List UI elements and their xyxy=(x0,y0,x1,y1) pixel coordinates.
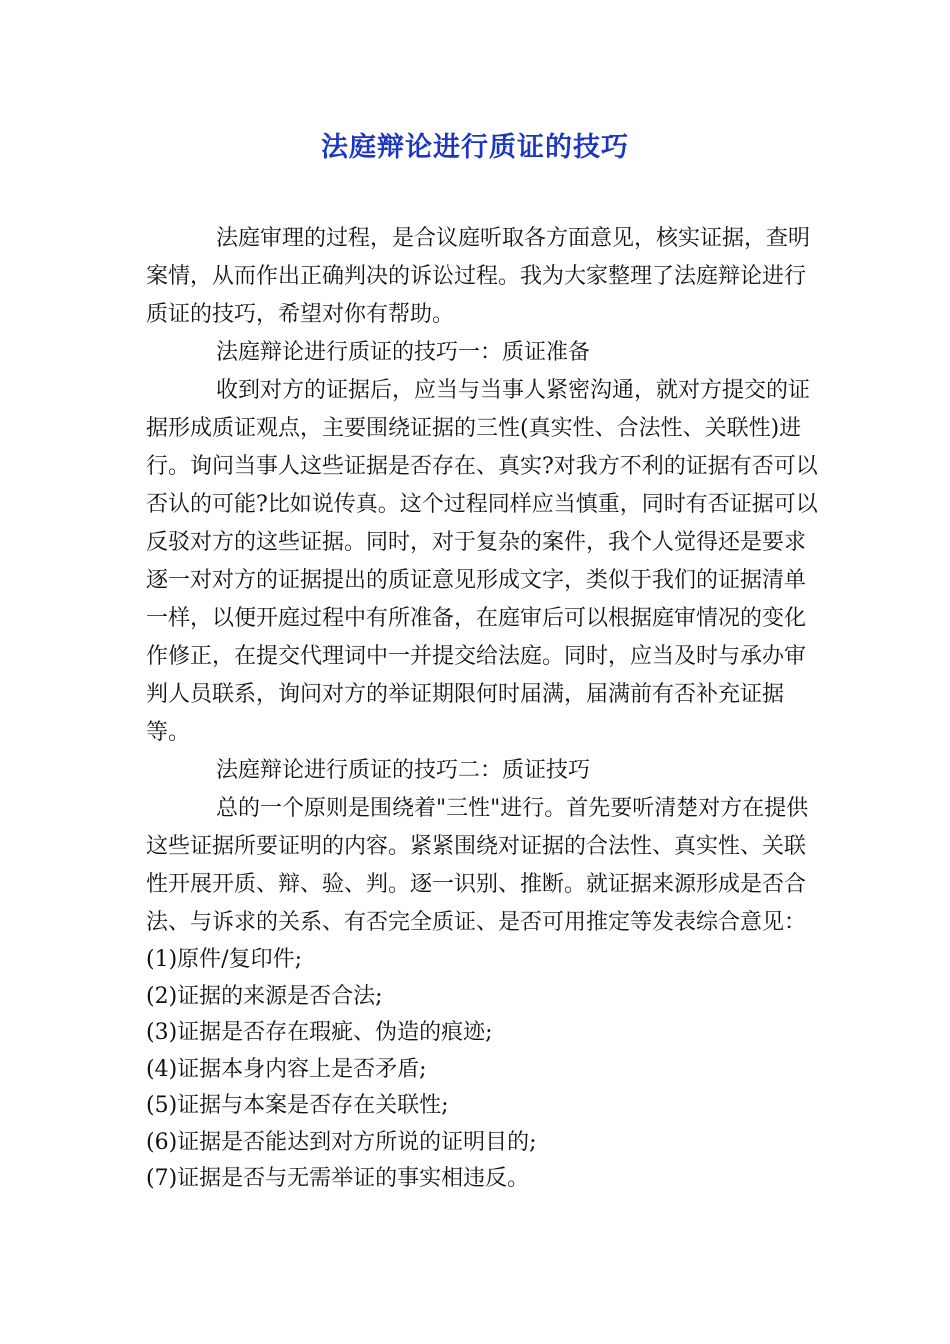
list-item: (7)证据是否与无需举证的事实相违反。 xyxy=(146,1166,530,1191)
list-item: (4)证据本身内容上是否矛盾; xyxy=(146,1056,427,1082)
list-item: (1)原件/复印件; xyxy=(146,947,302,972)
list-item: (5)证据与本案是否存在关联性; xyxy=(146,1093,449,1118)
intro-paragraph: 法庭审理的过程，是合议庭听取各方面意见，核实证据，查明案情，从而作出正确判决的诉讼过程。我为大家整理了法庭辩论进行质证的技巧，希望对你有帮助。 xyxy=(146,226,811,327)
list-item: (3)证据是否存在瑕疵、伪造的痕迹; xyxy=(146,1020,493,1045)
section-heading-2: 法庭辩论进行质证的技巧二：质证技巧 xyxy=(216,758,591,783)
document-title: 法庭辩论进行质证的技巧 xyxy=(321,132,629,163)
document-body xyxy=(146,220,818,1198)
list-item: (2)证据的来源是否合法; xyxy=(146,983,383,1009)
section-paragraph-2: 总的一个原则是围绕着"三性"进行。首先要听清楚对方在提供这些证据所要证明的内容。紧紧围绕对证据的合法性、真实性、关联性开展开质、辩、验、判。逐一识别、推断。就证据来源形成是否合法、与诉求的关系、有否完全质证、是否可用推定等发表综合意见： xyxy=(146,796,809,935)
list-item: (6)证据是否能达到对方所说的证明目的; xyxy=(146,1129,537,1155)
section-paragraph-1: 收到对方的证据后，应当与当事人紧密沟通，就对方提交的证据形成质证观点，主要围绕证据的三性(真实性、合法性、关联性)进行。询问当事人这些证据是否存在、真实?对我方不利的证据有否可以否认的可能?比如说传真。这个过程同样应当慎重，同时有否证据可以反驳对方的这些证据。同时，对于复杂的案件，我个人觉得还是要求逐一对对方的证据提出的质证意见形成文字，类似于我们的证据清单一样，以便开庭过程中有所准备，在庭审后可以根据庭审情况的变化作修正，在提交代理词中一并提交给法庭。同时，应当及时与承办审判人员联系，询问对方的举证期限何时届满，届满前有否补充证据等。 xyxy=(146,378,818,745)
section-heading-1: 法庭辩论进行质证的技巧一：质证准备 xyxy=(216,340,591,365)
